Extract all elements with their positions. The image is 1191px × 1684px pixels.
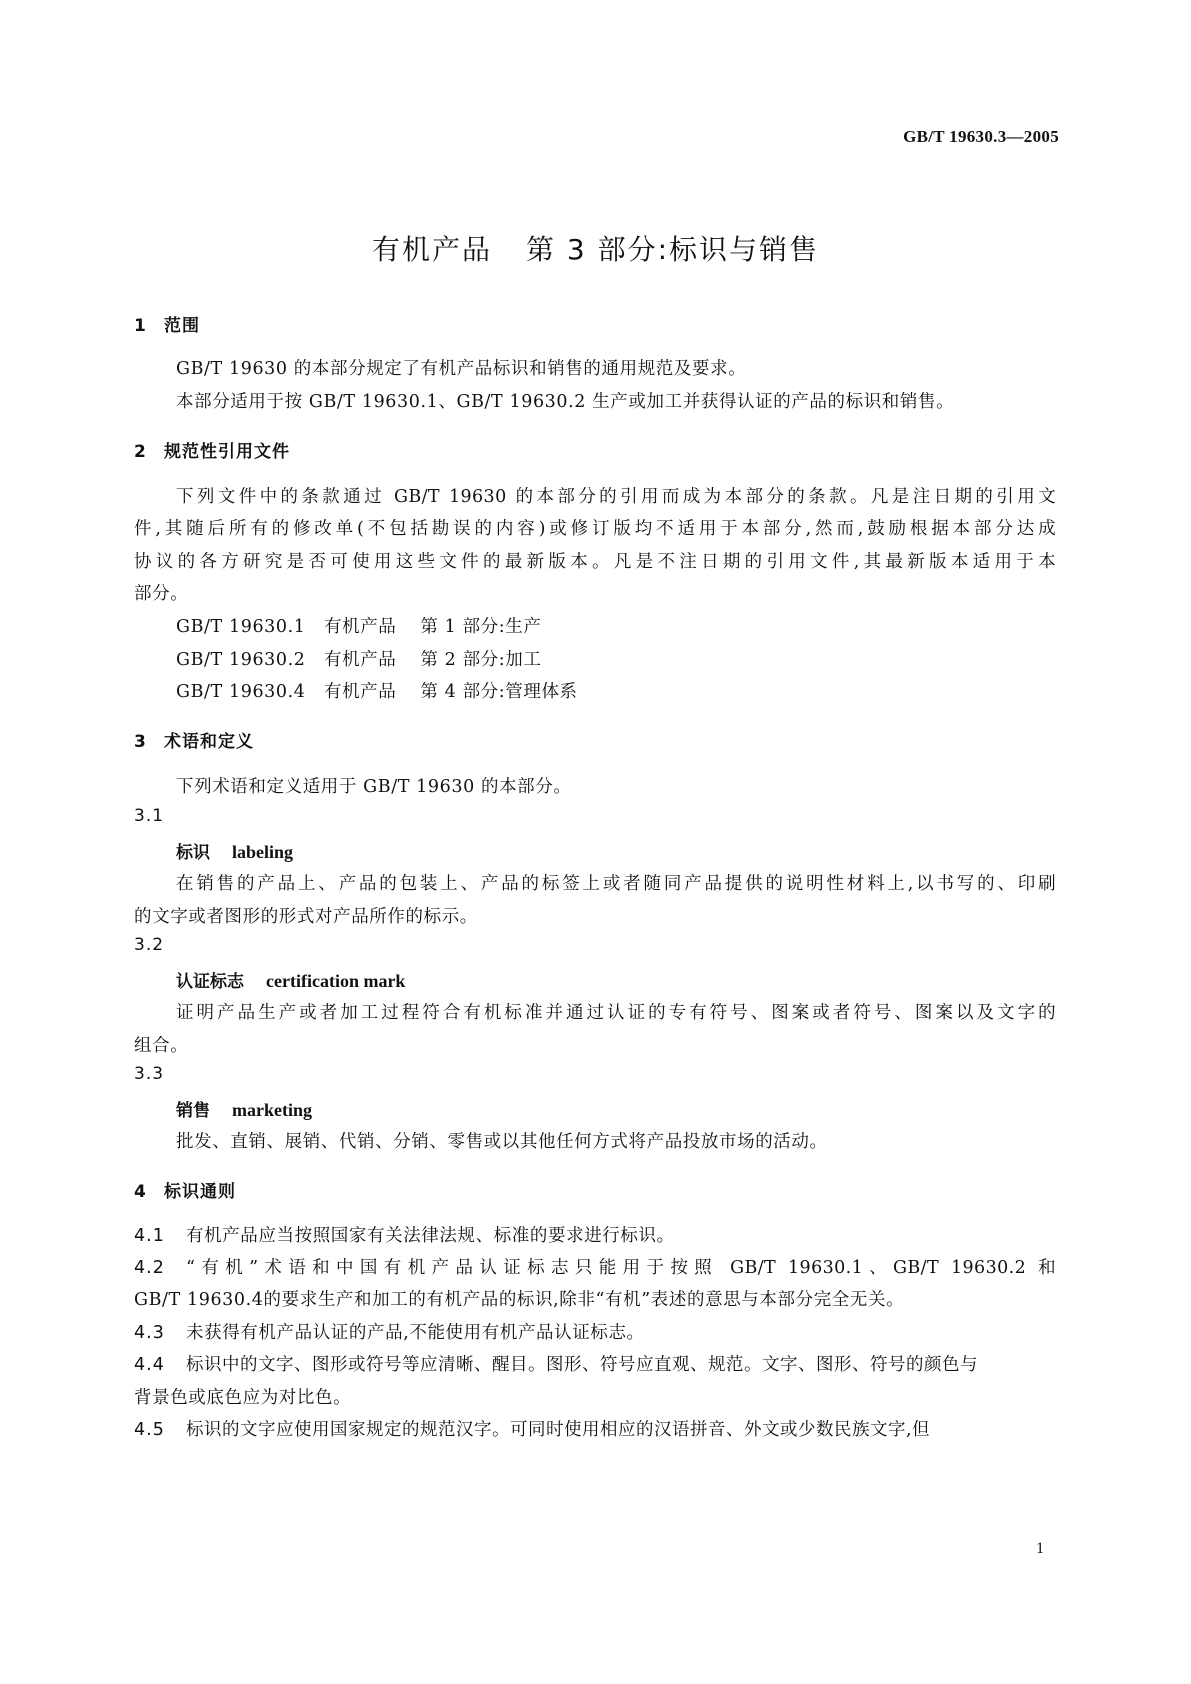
paragraph-line: 部分。 [134,584,189,604]
reference-item: GB/T 19630.4 有机产品 第 4 部分:管理体系 [176,682,578,702]
reference-item: GB/T 19630.1 有机产品 第 1 部分:生产 [176,617,542,637]
term-number: 3.1 [134,806,165,826]
clause-item: 4.1 有机产品应当按照国家有关法律法规、标准的要求进行标识。 [134,1226,675,1246]
clause-line: 背景色或底色应为对比色。 [134,1388,352,1408]
reference-item: GB/T 19630.2 有机产品 第 2 部分:加工 [176,650,542,670]
term-entry: 标识 labeling [176,842,294,863]
definition-line: 批发、直销、展销、代销、分销、零售或以其他任何方式将产品投放市场的活动。 [176,1132,828,1152]
title-main: 有机产品 [371,233,492,266]
paragraph-line: 件,其随后所有的修改单(不包括勘误的内容)或修订版均不适用于本部分,然而,鼓励根据本部分达成 [134,519,1056,539]
section-heading-normative-references: 2 规范性引用文件 [134,442,290,462]
section-heading-scope: 1 范围 [134,316,200,336]
clause-item: 4.5 标识的文字应使用国家规定的规范汉字。可同时使用相应的汉语拼音、外文或少数民族文字,但 [134,1420,931,1440]
document-code: GB/T 19630.3—2005 [903,127,1059,146]
section-heading-general-labeling: 4 标识通则 [134,1182,236,1202]
term-number: 3.2 [134,935,165,955]
document-title [0,228,1191,268]
paragraph: 本部分适用于按 GB/T 19630.1、GB/T 19630.2 生产或加工并获得认证的产品的标识和销售。 [176,392,955,412]
section-heading-terms-definitions: 3 术语和定义 [134,732,254,752]
clause-item: 4.2 “有机”术语和中国有机产品认证标志只能用于按照 GB/T 19630.1、GB/T 19630.2 和 [134,1258,1056,1278]
paragraph: 下列术语和定义适用于 GB/T 19630 的本部分。 [176,777,572,797]
term-number: 3.3 [134,1064,165,1084]
definition-line: 组合。 [134,1036,189,1056]
paragraph-line: 协议的各方研究是否可使用这些文件的最新版本。凡是不注日期的引用文件,其最新版本适用于本 [134,552,1056,572]
clause-line: GB/T 19630.4的要求生产和加工的有机产品的标识,除非“有机”表述的意思与本部分完全无关。 [134,1290,905,1310]
title-part: 第 3 部分:标识与销售 [525,233,820,266]
page-number: 1 [1036,1540,1044,1557]
term-entry: 认证标志 certification mark [176,971,406,992]
definition-line: 的文字或者图形的形式对产品所作的标示。 [134,907,478,927]
term-entry: 销售 marketing [176,1100,312,1121]
clause-item: 4.3 未获得有机产品认证的产品,不能使用有机产品认证标志。 [134,1323,645,1343]
definition-line: 证明产品生产或者加工过程符合有机标准并通过认证的专有符号、图案或者符号、图案以及文字的 [176,1003,1056,1023]
paragraph-line: 下列文件中的条款通过 GB/T 19630 的本部分的引用而成为本部分的条款。凡是注日期的引用文 [176,487,1056,507]
paragraph: GB/T 19630 的本部分规定了有机产品标识和销售的通用规范及要求。 [176,359,747,379]
clause-item: 4.4 标识中的文字、图形或符号等应清晰、醒目。图形、符号应直观、规范。文字、图形、符号的颜色与 [134,1355,978,1375]
definition-line: 在销售的产品上、产品的包装上、产品的标签上或者随同产品提供的说明性材料上,以书写的、印刷 [176,874,1056,894]
